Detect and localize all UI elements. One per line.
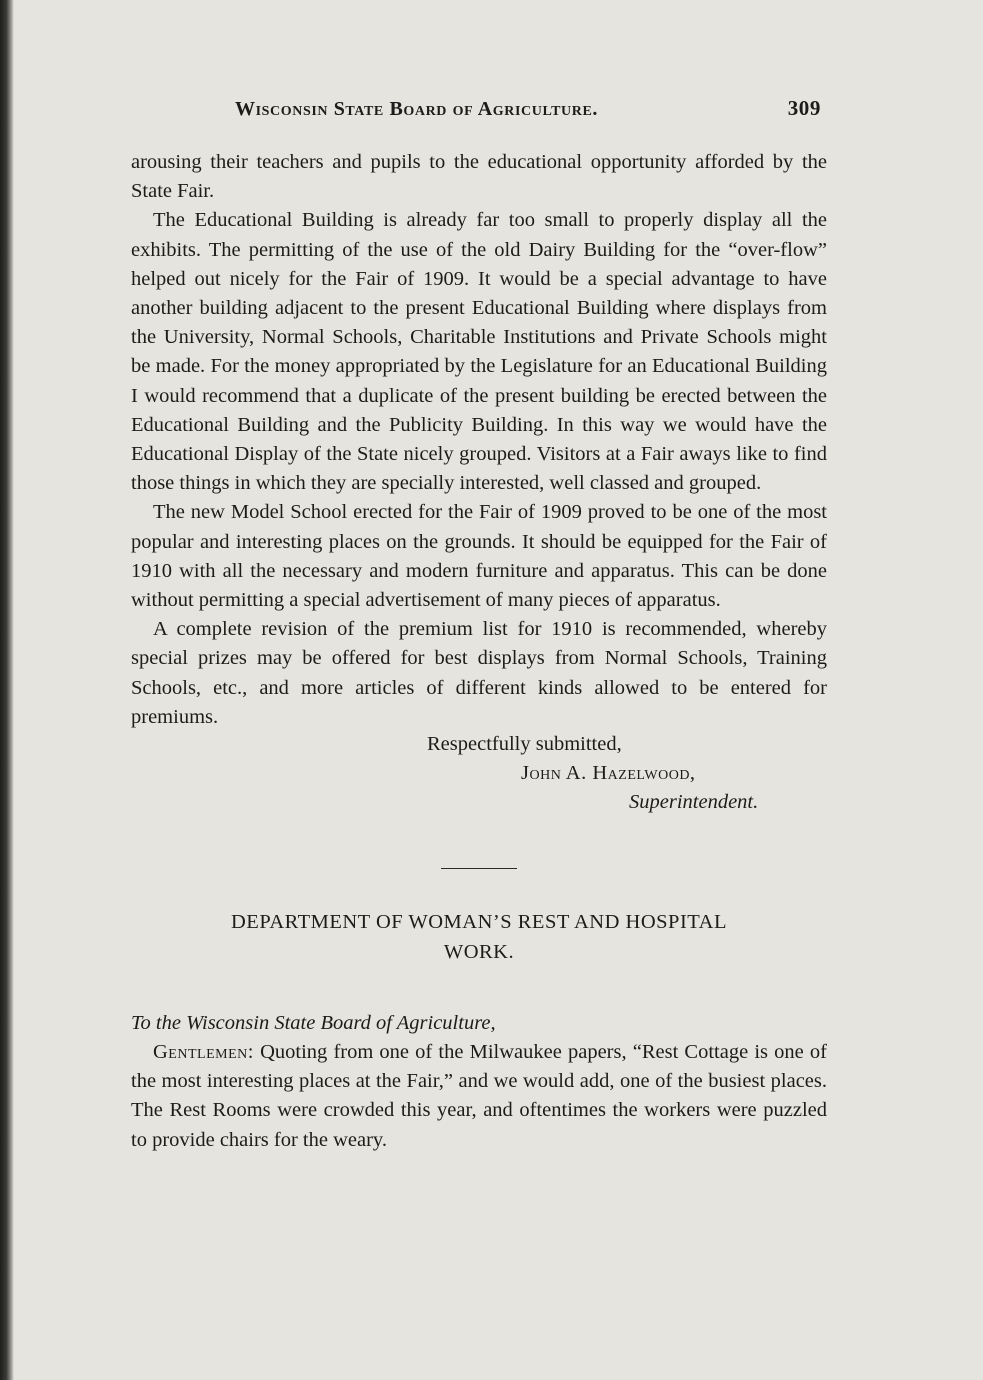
signature-signer: John A. Hazelwood, bbox=[521, 762, 696, 785]
paragraph-educational-building: The Educational Building is already far too small to properly display all the exhibits. The permitting of the use of the old Dairy Building for the “over-flow” helped out nicely for the Fair of 1909. It would be a special advantage to have another building adjacent to the present Educational Building where displays from the University, Normal Schools, Charitable Institutions and Private Schools might be made. For the money appropriated by the Legislature for an Educational Building I would recommend that a duplicate of the present building be erected between the Educational Building and the Publicity Building. In this way we would have the Educational Display of the State nicely grouped. Visitors at a Fair aways like to find those things in which they are specially interested, well classed and grouped. bbox=[131, 209, 827, 495]
page-content bbox=[131, 92, 827, 1155]
paragraph-model-school: The new Model School erected for the Fair of 1909 proved to be one of the most popular and interesting places on the grounds. It should be equipped for the Fair of 1910 with all the necessary and modern furniture and apparatus. This can be done without permitting a special advertisement of many pieces of apparatus. bbox=[131, 501, 827, 612]
signature-closing: Respectfully submitted, bbox=[427, 733, 622, 756]
letter-lead: Gentlemen: bbox=[153, 1041, 254, 1064]
binding-edge bbox=[0, 0, 14, 1380]
letter-paragraph-text: Quoting from one of the Milwaukee papers, “Rest Cottage is one of the most interesting places at the Fair,” and we would add, one of the busiest places. The Rest Rooms were crowded this year, and oftentimes the workers were puzzled to provide chairs for the weary. bbox=[131, 1041, 827, 1151]
page-number: 309 bbox=[787, 96, 821, 120]
letter-salutation: To the Wisconsin State Board of Agriculture, bbox=[131, 1012, 496, 1035]
letter-body bbox=[131, 1038, 827, 1155]
section-divider bbox=[441, 868, 517, 869]
letter-paragraph bbox=[131, 1038, 827, 1155]
section-heading-line-2: WORK. bbox=[443, 941, 515, 964]
running-head-title: Wisconsin State Board of Agriculture. bbox=[235, 98, 599, 120]
paragraph-premium-list: A complete revision of the premium list for 1910 is recommended, whereby special prizes may be offered for best displays from Normal Schools, Training Schools, etc., and more articles of different kinds allowed to be entered for premiums. bbox=[131, 618, 827, 728]
signature-block bbox=[131, 732, 827, 820]
running-head bbox=[131, 92, 827, 126]
report-body bbox=[131, 148, 827, 732]
section-heading-line-1: DEPARTMENT OF WOMAN’S REST AND HOSPITAL bbox=[231, 911, 727, 934]
section-heading bbox=[131, 907, 827, 967]
signature-role: Superintendent. bbox=[629, 791, 759, 814]
paragraph-continuation: arousing their teachers and pupils to the educational opportunity afforded by the State Fair. bbox=[131, 151, 827, 203]
